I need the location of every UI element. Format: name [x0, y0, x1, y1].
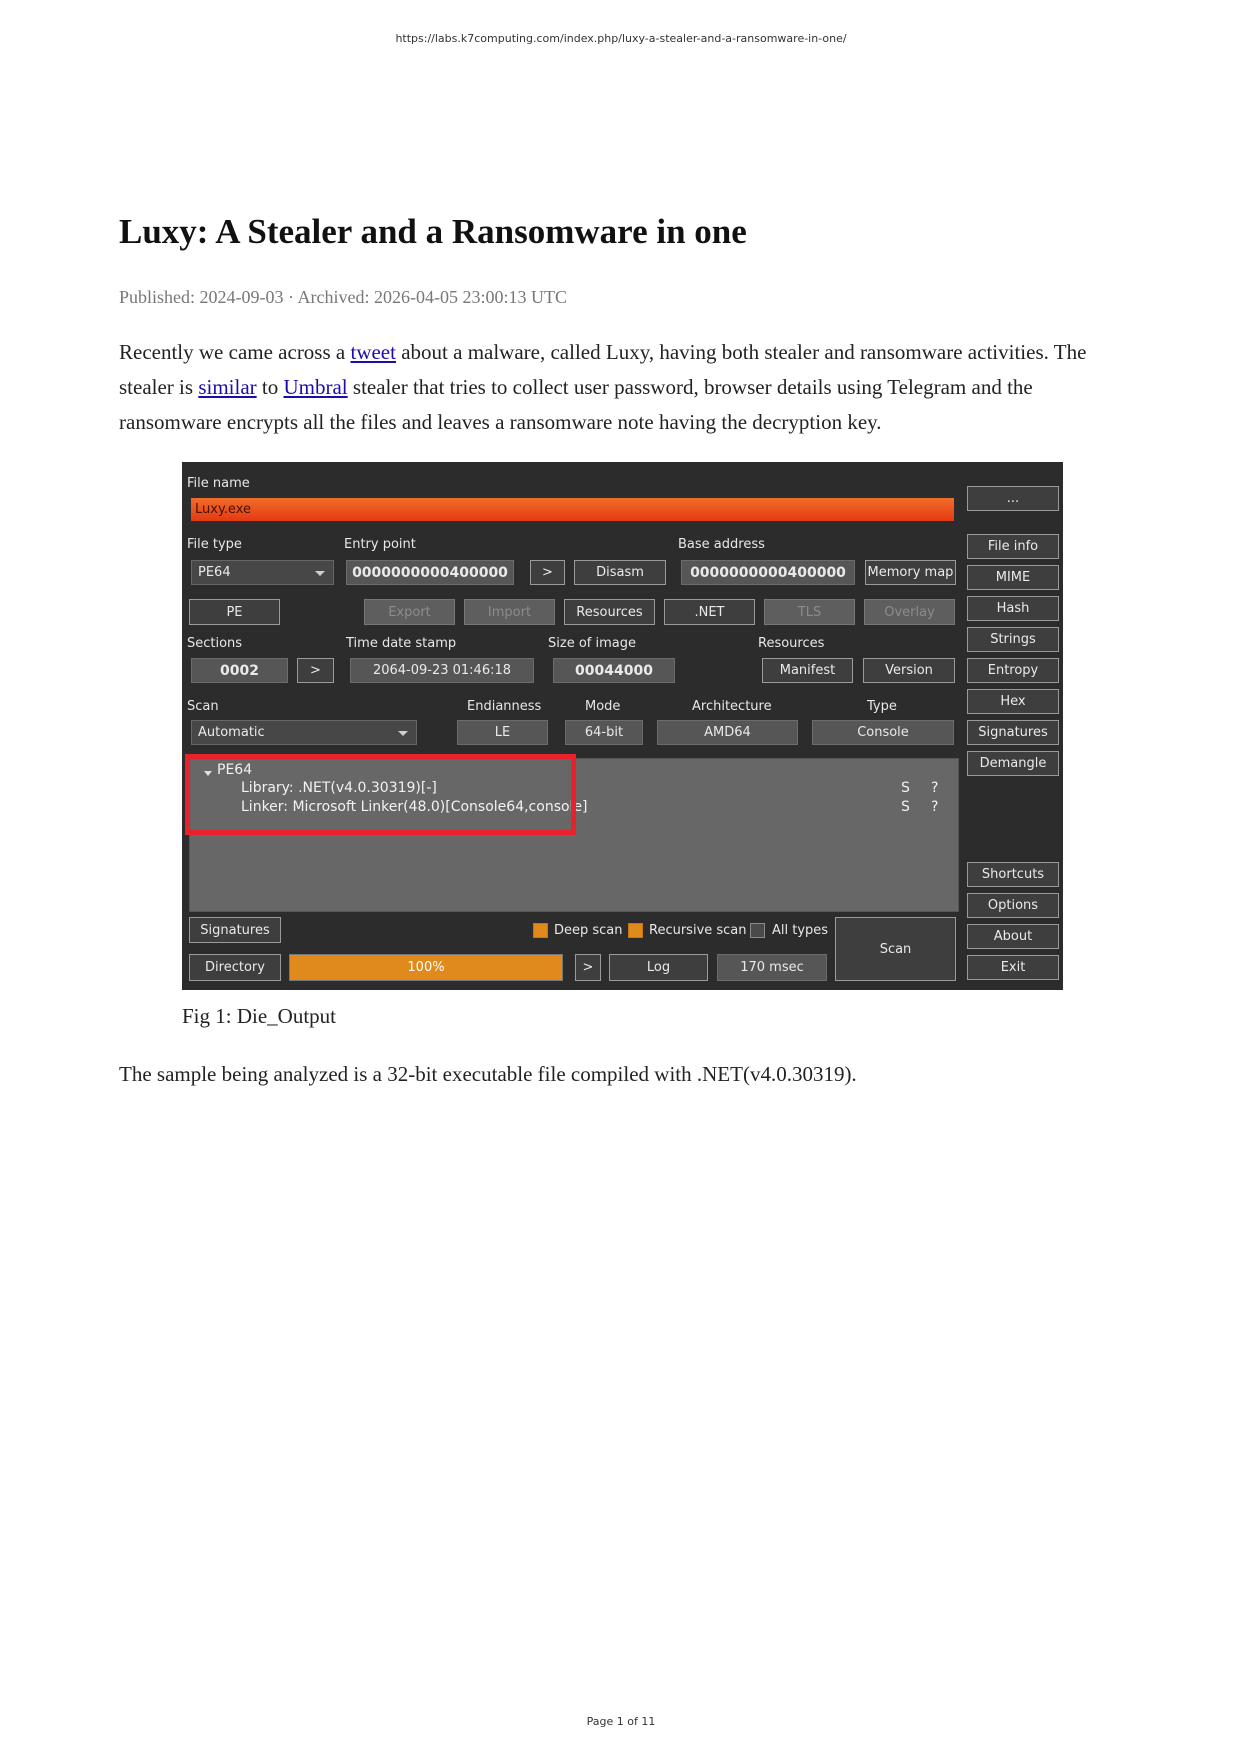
export-button[interactable]: Export — [364, 599, 455, 625]
result-linker-status: S — [901, 799, 910, 815]
exit-button[interactable]: Exit — [967, 955, 1059, 980]
progress-arrow-button[interactable]: > — [575, 954, 601, 981]
version-button[interactable]: Version — [863, 658, 955, 683]
figure-caption: Fig 1: Die_Output — [182, 1004, 337, 1028]
hash-button[interactable]: Hash — [967, 596, 1059, 621]
publish-meta: Published: 2024-09-03 · Archived: 2026-04-05 23:00:13 UTC — [119, 287, 567, 307]
article-title: Luxy: A Stealer and a Ransomware in one — [119, 212, 747, 251]
recursive-scan-label: Recursive scan — [649, 923, 747, 938]
all-types-checkbox[interactable] — [750, 923, 765, 938]
source-url: https://labs.k7computing.com/index.php/luxy-a-stealer-and-a-ransomware-in-one/ — [395, 32, 847, 45]
file-type-select[interactable]: PE64 — [191, 560, 334, 585]
scan-time-field: 170 msec — [717, 954, 827, 981]
file-info-button[interactable]: File info — [967, 534, 1059, 559]
sections-label: Sections — [187, 636, 243, 651]
highlight-box — [185, 754, 576, 835]
sections-arrow-button[interactable]: > — [297, 658, 334, 683]
file-name-label: File name — [187, 476, 250, 491]
chevron-down-icon — [398, 731, 408, 736]
deep-scan-checkbox[interactable] — [533, 923, 548, 938]
entropy-button[interactable]: Entropy — [967, 658, 1059, 683]
demangle-button[interactable]: Demangle — [967, 751, 1059, 776]
result-linker-info[interactable]: ? — [931, 799, 939, 815]
deep-scan-label: Deep scan — [554, 923, 623, 938]
shortcuts-button[interactable]: Shortcuts — [967, 862, 1059, 887]
tree-root-pe64[interactable]: PE64 — [217, 762, 253, 778]
scan-mode-select[interactable]: Automatic — [191, 720, 417, 745]
intro-paragraph: Recently we came across a tweet about a malware, called Luxy, having both stealer and ransomware activities. The stealer is similar to Umbral stealer that tries to collect user password, browser details using Telegram and the ransomware encrypts all the files and leaves a ransomware note having the decryption key. — [119, 340, 1087, 434]
manifest-button[interactable]: Manifest — [762, 658, 853, 683]
sections-field[interactable]: 0002 — [191, 658, 288, 683]
strings-button[interactable]: Strings — [967, 627, 1059, 652]
file-name-field[interactable]: Luxy.exe — [191, 498, 954, 521]
entry-point-arrow-button[interactable]: > — [530, 560, 565, 585]
size-of-image-label: Size of image — [548, 636, 636, 651]
die-output-screenshot — [182, 462, 1063, 990]
mime-button[interactable]: MIME — [967, 565, 1059, 590]
similar-link[interactable]: similar — [198, 375, 257, 399]
resources-button[interactable]: Resources — [564, 599, 655, 625]
net-button[interactable]: .NET — [664, 599, 755, 625]
resources-label: Resources — [758, 636, 825, 651]
file-type-label: File type — [187, 537, 242, 552]
import-button[interactable]: Import — [464, 599, 555, 625]
tweet-link[interactable]: tweet — [350, 340, 396, 364]
time-date-stamp-label: Time date stamp — [346, 636, 457, 651]
browse-button[interactable]: ... — [967, 486, 1059, 511]
umbral-link[interactable]: Umbral — [283, 375, 348, 399]
entry-point-label: Entry point — [344, 537, 416, 552]
mode-field[interactable]: 64-bit — [565, 720, 643, 745]
scan-progress-bar — [289, 954, 563, 981]
about-button[interactable]: About — [967, 924, 1059, 949]
disasm-button[interactable]: Disasm — [574, 560, 666, 585]
base-address-label: Base address — [678, 537, 765, 552]
result-library-status: S — [901, 780, 910, 796]
all-types-label: All types — [772, 923, 829, 938]
result-library-info[interactable]: ? — [931, 780, 939, 796]
directory-button[interactable]: Directory — [189, 954, 281, 981]
overlay-button[interactable]: Overlay — [864, 599, 955, 625]
architecture-label: Architecture — [692, 699, 772, 714]
pe-button[interactable]: PE — [189, 599, 280, 625]
signatures-side-button[interactable]: Signatures — [967, 720, 1059, 745]
endianness-label: Endianness — [467, 699, 542, 714]
hex-button[interactable]: Hex — [967, 689, 1059, 714]
endianness-field[interactable]: LE — [457, 720, 548, 745]
architecture-field[interactable]: AMD64 — [657, 720, 798, 745]
chevron-down-icon — [315, 571, 325, 576]
mode-label: Mode — [585, 699, 621, 714]
analysis-paragraph: The sample being analyzed is a 32-bit executable file compiled with .NET(v4.0.30319). — [119, 1062, 857, 1086]
memory-map-button[interactable]: Memory map — [865, 560, 956, 585]
type-field[interactable]: Console — [812, 720, 954, 745]
size-of-image-field[interactable]: 00044000 — [553, 658, 675, 683]
tls-button[interactable]: TLS — [764, 599, 855, 625]
progress-text: 100% — [407, 960, 445, 975]
scan-label: Scan — [187, 699, 219, 714]
scan-button[interactable]: Scan — [835, 917, 956, 981]
recursive-scan-checkbox[interactable] — [628, 923, 643, 938]
type-label: Type — [867, 699, 897, 714]
signatures-button[interactable]: Signatures — [189, 917, 281, 943]
page-number: Page 1 of 11 — [586, 1715, 656, 1728]
log-button[interactable]: Log — [609, 954, 708, 981]
time-date-stamp-field[interactable]: 2064-09-23 01:46:18 — [350, 658, 534, 683]
result-library[interactable]: Library: .NET(v4.0.30319)[-] — [241, 780, 437, 796]
base-address-field[interactable]: 0000000000400000 — [681, 560, 855, 585]
entry-point-field[interactable]: 0000000000400000 — [346, 560, 514, 585]
result-linker[interactable]: Linker: Microsoft Linker(48.0)[Console64,console] — [241, 799, 588, 815]
options-button[interactable]: Options — [967, 893, 1059, 918]
